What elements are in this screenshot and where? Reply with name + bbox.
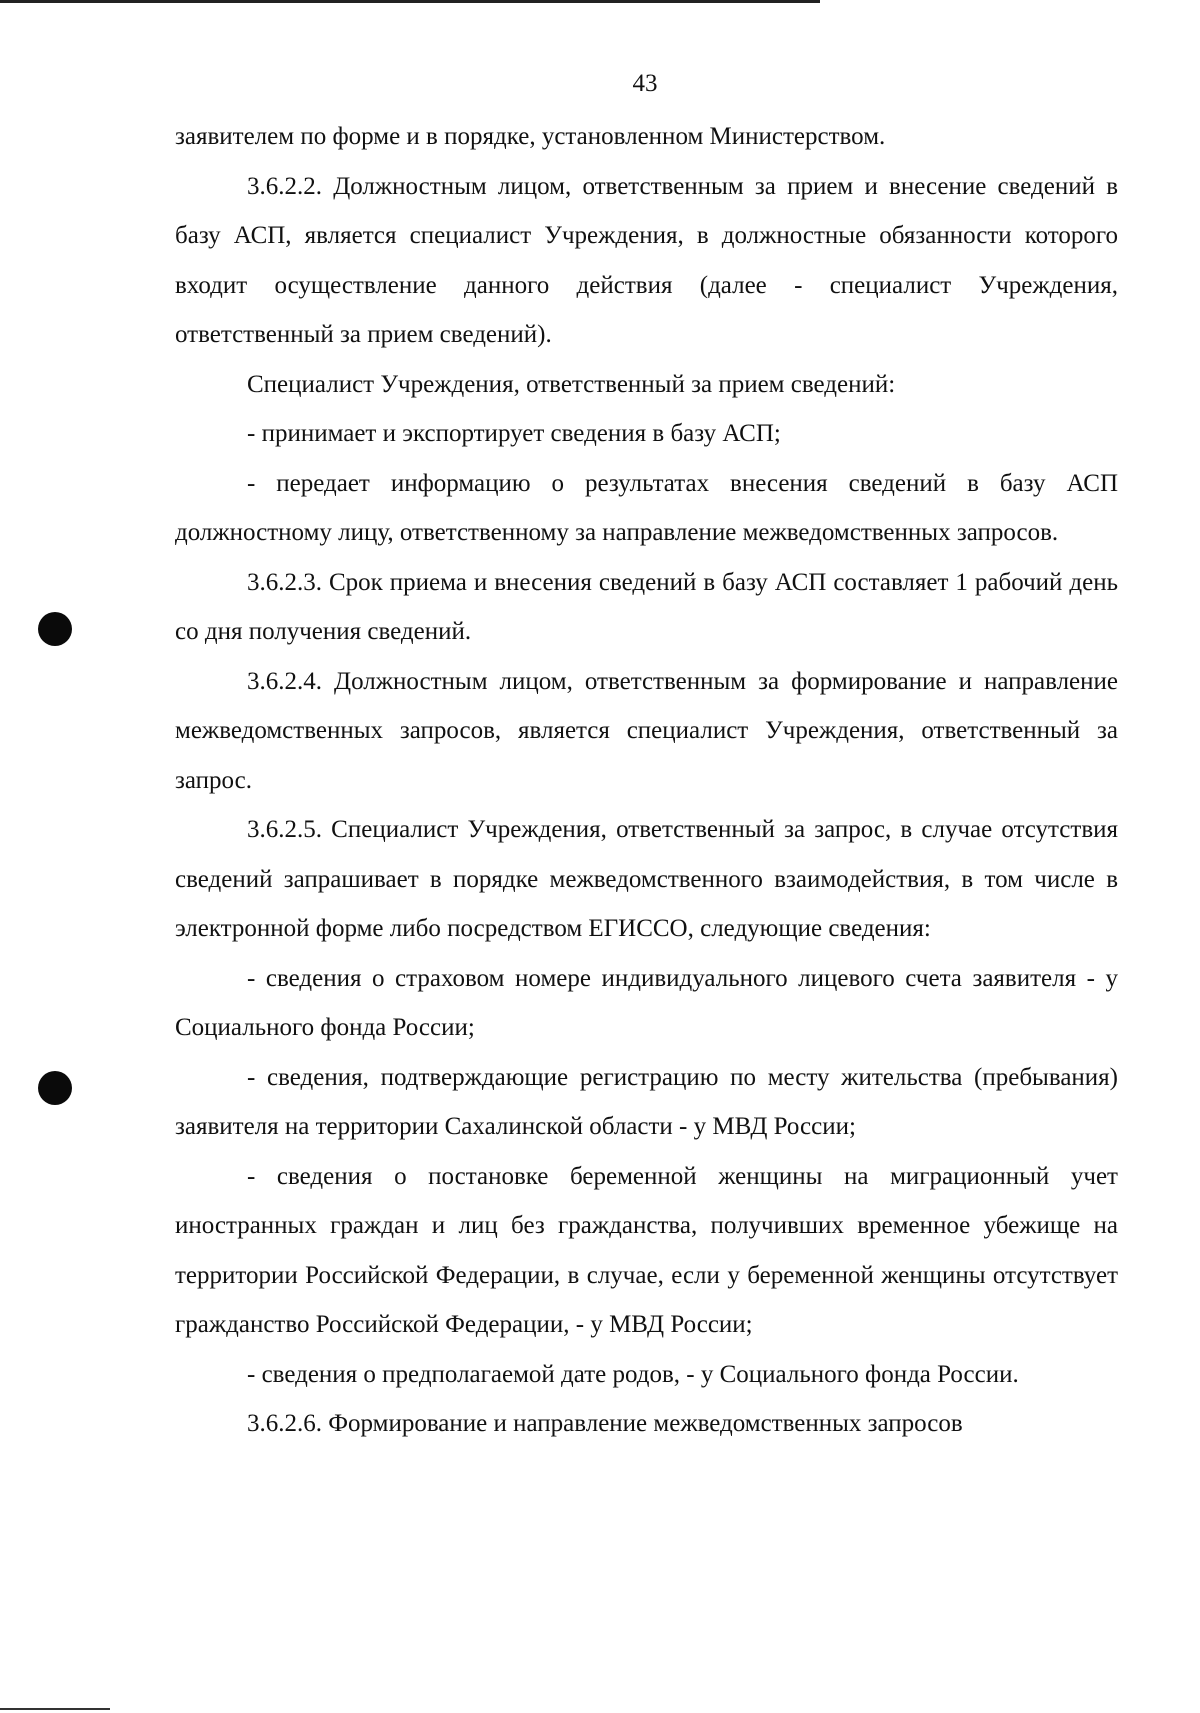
paragraph-3-6-2-4: 3.6.2.4. Должностным лицом, ответственным за формирование и направление межведомственных запросов, является специалист Учреждения, ответственный за запрос.: [175, 667, 1118, 794]
punch-hole: [38, 1071, 72, 1105]
paragraph-3-6-2-5: 3.6.2.5. Специалист Учреждения, ответственный за запрос, в случае отсутствия сведений запрашивает в порядке межведомственного взаимодействия, в том числе в электронной форме либо посредством ЕГИССО, следующие сведения:: [175, 816, 1118, 942]
paragraph-specialist-duties: Специалист Учреждения, ответственный за прием сведений:: [247, 370, 896, 398]
list-item-migration: - сведения о постановке беременной женщины на миграционный учет иностранных граждан и лиц без гражданства, получивших временное убежище на территории Российской Федерации, в случае, если у беременной женщины отсутствует гражданство Российской Федерации, - у МВД России;: [175, 1162, 1118, 1338]
list-item-transfer-info: - передает информацию о результатах внесения сведений в базу АСП должностному лицу, ответственному за направление межведомственных запросов.: [175, 469, 1118, 546]
punch-hole: [38, 612, 72, 646]
list-item-export: - принимает и экспортирует сведения в базу АСП;: [247, 420, 781, 447]
scan-edge-bottom: [0, 1708, 110, 1710]
list-item-registration: - сведения, подтверждающие регистрацию по месту жительства (пребывания) заявителя на территории Сахалинской области - у МВД России;: [175, 1063, 1118, 1140]
page-number: 43: [632, 70, 658, 97]
paragraph-3-6-2-3: 3.6.2.3. Срок приема и внесения сведений в базу АСП составляет 1 рабочий день со дня получения сведений.: [175, 568, 1118, 645]
paragraph-3-6-2-2: 3.6.2.2. Должностным лицом, ответственным за прием и внесение сведений в базу АСП, является специалист Учреждения, в должностные обязанности которого входит осуществление данного действия (далее - специалист Учреждения, ответственный за прием сведений).: [175, 172, 1118, 348]
scan-edge-top: [0, 0, 820, 3]
paragraph-3-6-2-6: 3.6.2.6. Формирование и направление межведомственных запросов: [247, 1410, 963, 1437]
list-item-snils: - сведения о страховом номере индивидуального лицевого счета заявителя - у Социального фонда России;: [175, 964, 1118, 1041]
document-body: [175, 112, 1118, 1449]
paragraph-continuation: заявителем по форме и в порядке, установленном Министерством.: [175, 123, 886, 150]
list-item-birth-date: - сведения о предполагаемой дате родов, - у Социального фонда России.: [247, 1360, 1019, 1388]
